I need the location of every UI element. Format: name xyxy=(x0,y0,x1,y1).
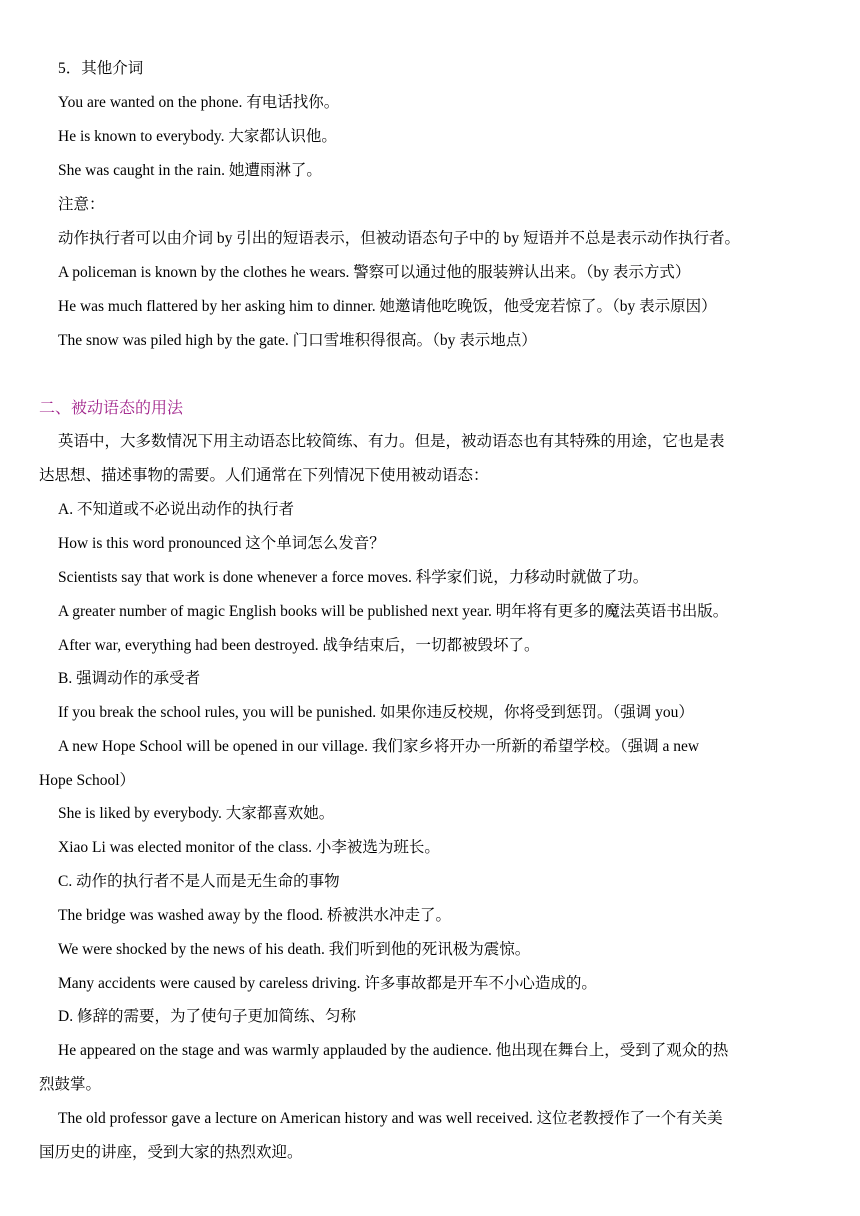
example-line: If you break the school rules, you will be punished. 如果你违反校规，你将受到惩罚。（强调 you） xyxy=(58,704,694,721)
note-label: 注意： xyxy=(58,196,105,213)
example-line: The bridge was washed away by the flood. 桥被洪水冲走了。 xyxy=(58,907,452,924)
example-line: She was caught in the rain. 她遭雨淋了。 xyxy=(58,162,322,179)
example-line-continued: Hope School） xyxy=(39,772,136,789)
intro-line: 英语中，大多数情况下用主动语态比较简练、有力。但是，被动语态也有其特殊的用途，它也是表 xyxy=(58,433,725,450)
section-5-title: 5．其他介词 xyxy=(58,60,144,77)
example-line: How is this word pronounced 这个单词怎么发音？ xyxy=(58,535,385,552)
example-line: The snow was piled high by the gate. 门口雪堆积得很高。（by 表示地点） xyxy=(58,332,537,349)
example-line: She is liked by everybody. 大家都喜欢她。 xyxy=(58,805,335,822)
example-line: The old professor gave a lecture on American history and was well received. 这位老教授作了一个有关美 xyxy=(58,1110,723,1127)
example-line: A policeman is known by the clothes he wears. 警察可以通过他的服装辨认出来。（by 表示方式） xyxy=(58,264,691,281)
example-line: Scientists say that work is done whenever a force moves. 科学家们说，力移动时就做了功。 xyxy=(58,569,649,586)
example-line: A new Hope School will be opened in our village. 我们家乡将开办一所新的希望学校。（强调 a new xyxy=(58,738,700,755)
note-text: 动作执行者可以由介词 by 引出的短语表示，但被动语态句子中的 by 短语并不总是表示动作执行者。 xyxy=(58,230,741,247)
subsection-b-title: B. 强调动作的承受者 xyxy=(58,670,201,687)
example-line: Xiao Li was elected monitor of the class. 小李被选为班长。 xyxy=(58,839,440,856)
example-line-continued: 国历史的讲座，受到大家的热烈欢迎。 xyxy=(39,1144,303,1161)
subsection-a-title: A. 不知道或不必说出动作的执行者 xyxy=(58,501,294,518)
subsection-d-title: D. 修辞的需要，为了使句子更加简练、匀称 xyxy=(58,1008,356,1025)
example-line: He is known to everybody. 大家都认识他。 xyxy=(58,128,337,145)
section-heading: 二、被动语态的用法 xyxy=(39,398,184,417)
example-line: You are wanted on the phone. 有电话找你。 xyxy=(58,94,340,111)
intro-line-continued: 达思想、描述事物的需要。人们通常在下列情况下使用被动语态： xyxy=(39,467,489,484)
subsection-c-title: C. 动作的执行者不是人而是无生命的事物 xyxy=(58,873,340,890)
example-line-continued: 烈鼓掌。 xyxy=(39,1076,102,1093)
example-line: Many accidents were caused by careless driving. 许多事故都是开车不小心造成的。 xyxy=(58,975,597,992)
example-line: We were shocked by the news of his death. 我们听到他的死讯极为震惊。 xyxy=(58,941,531,958)
example-line: A greater number of magic English books will be published next year. 明年将有更多的魔法英语书出版。 xyxy=(58,603,729,620)
example-line: He appeared on the stage and was warmly applauded by the audience. 他出现在舞台上，受到了观众的热 xyxy=(58,1042,729,1059)
example-line: After war, everything had been destroyed. 战争结束后，一切都被毁坏了。 xyxy=(58,637,540,654)
example-line: He was much flattered by her asking him to dinner. 她邀请他吃晚饭，他受宠若惊了。（by 表示原因） xyxy=(58,298,717,315)
